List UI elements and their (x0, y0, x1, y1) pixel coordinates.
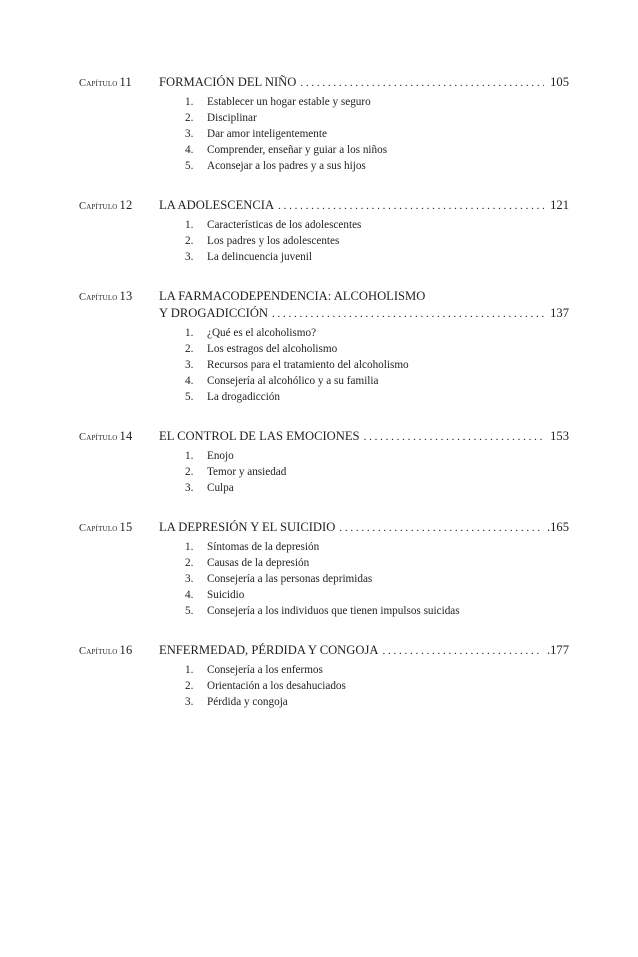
chapter-title: EL CONTROL DE LAS EMOCIONES (159, 429, 360, 443)
chapter-number: 14 (119, 429, 133, 443)
list-item (185, 389, 569, 405)
section-list (159, 217, 569, 265)
item-number: 2. (185, 235, 194, 247)
chapter-entry (79, 288, 569, 405)
list-item (185, 110, 569, 126)
item-text: Los padres y los adolescentes (207, 235, 340, 247)
list-item (185, 217, 569, 233)
list-item (185, 233, 569, 249)
list-item (185, 662, 569, 678)
chapter-label (79, 198, 157, 213)
page-number: 105 (550, 75, 569, 89)
item-text: Causas de la depresión (207, 557, 310, 569)
chapter-title: FORMACIÓN DEL NIÑO (159, 75, 297, 89)
item-number: 3. (185, 251, 194, 263)
chapter-body (159, 642, 569, 710)
chapter-word: Capítulo (79, 292, 118, 303)
page-number: .165 (546, 520, 569, 534)
item-text: Temor y ansiedad (207, 466, 287, 478)
dot-leader (339, 520, 541, 537)
item-text: Suicidio (207, 589, 245, 601)
chapter-entry (79, 428, 569, 496)
item-text: Consejería al alcohólico y a su familia (207, 375, 379, 387)
item-number: 1. (185, 96, 194, 108)
item-number: 4. (185, 589, 194, 601)
section-list (159, 539, 569, 619)
chapter-number: 13 (119, 289, 133, 303)
item-text: ¿Qué es el alcoholismo? (207, 327, 317, 339)
item-text: Consejería a los enfermos (207, 664, 323, 676)
list-item (185, 158, 569, 174)
chapter-title: LA DEPRESIÓN Y EL SUICIDIO (159, 520, 336, 534)
chapter-number: 16 (119, 643, 133, 657)
chapter-body (159, 428, 569, 496)
list-item (185, 142, 569, 158)
item-text: Características de los adolescentes (207, 219, 362, 231)
chapter-label (79, 289, 157, 304)
item-text: Consejería a las personas deprimidas (207, 573, 373, 585)
list-item (185, 694, 569, 710)
chapter-number: 11 (119, 75, 132, 89)
dot-leader (364, 429, 545, 446)
item-number: 3. (185, 573, 194, 585)
list-item (185, 480, 569, 496)
item-number: 1. (185, 450, 194, 462)
chapter-title-row (159, 428, 569, 446)
chapter-entry (79, 197, 569, 265)
chapter-entry (79, 74, 569, 174)
item-number: 5. (185, 605, 194, 617)
item-text: La delincuencia juvenil (207, 251, 312, 263)
chapter-title-row (159, 519, 569, 537)
list-item (185, 325, 569, 341)
item-text: Orientación a los desahuciados (207, 680, 346, 692)
list-item (185, 126, 569, 142)
page-number: .177 (546, 643, 569, 657)
item-number: 1. (185, 541, 194, 553)
list-item (185, 341, 569, 357)
dot-leader (382, 643, 540, 660)
chapter-label (79, 520, 157, 535)
list-item (185, 94, 569, 110)
chapter-label (79, 643, 157, 658)
chapter-label (79, 429, 157, 444)
chapter-word: Capítulo (79, 201, 118, 212)
chapter-title: LA ADOLESCENCIA (159, 198, 275, 212)
list-item (185, 448, 569, 464)
chapter-title: Y DROGADICCIÓN (159, 306, 269, 320)
chapter-word: Capítulo (79, 78, 118, 89)
item-number: 4. (185, 144, 194, 156)
item-number: 1. (185, 327, 194, 339)
page-number: 137 (550, 306, 569, 320)
item-number: 1. (185, 219, 194, 231)
list-item (185, 373, 569, 389)
item-text: Establecer un hogar estable y seguro (207, 96, 371, 108)
item-text: Disciplinar (207, 112, 257, 124)
chapter-title-row (159, 305, 569, 323)
item-text: Aconsejar a los padres y a sus hijos (207, 160, 366, 172)
item-number: 3. (185, 482, 194, 494)
list-item (185, 357, 569, 373)
page-number: 153 (550, 429, 569, 443)
item-text: Comprender, enseñar y guiar a los niños (207, 144, 388, 156)
dot-leader (300, 75, 544, 92)
chapter-title-row (159, 642, 569, 660)
chapter-body (159, 197, 569, 265)
list-item (185, 571, 569, 587)
chapter-body (159, 74, 569, 174)
item-number: 3. (185, 359, 194, 371)
table-of-contents (79, 74, 569, 733)
item-number: 2. (185, 343, 194, 355)
chapter-body (159, 519, 569, 619)
item-number: 4. (185, 375, 194, 387)
item-text: Dar amor inteligentemente (207, 128, 327, 140)
chapter-number: 12 (119, 198, 133, 212)
list-item (185, 249, 569, 265)
list-item (185, 587, 569, 603)
item-text: Los estragos del alcoholismo (207, 343, 338, 355)
list-item (185, 678, 569, 694)
item-text: Pérdida y congoja (207, 696, 288, 708)
item-number: 2. (185, 466, 194, 478)
chapter-entry (79, 519, 569, 619)
item-text: Síntomas de la depresión (207, 541, 320, 553)
chapter-word: Capítulo (79, 646, 118, 657)
chapter-title-row (159, 74, 569, 92)
item-text: Recursos para el tratamiento del alcoholismo (207, 359, 409, 371)
list-item (185, 603, 569, 619)
chapter-word: Capítulo (79, 523, 118, 534)
section-list (159, 448, 569, 496)
section-list (159, 325, 569, 405)
chapter-title-line1: LA FARMACODEPENDENCIA: ALCOHOLISMO (159, 289, 426, 303)
dot-leader (278, 198, 544, 215)
item-number: 3. (185, 696, 194, 708)
item-number: 2. (185, 680, 194, 692)
item-number: 1. (185, 664, 194, 676)
section-list (159, 662, 569, 710)
item-number: 2. (185, 112, 194, 124)
list-item (185, 555, 569, 571)
list-item (185, 539, 569, 555)
item-text: Enojo (207, 450, 234, 462)
dot-leader (272, 306, 544, 323)
item-text: La drogadicción (207, 391, 280, 403)
chapter-body (159, 288, 569, 405)
section-list (159, 94, 569, 174)
chapter-title: ENFERMEDAD, PÉRDIDA Y CONGOJA (159, 643, 379, 657)
item-number: 5. (185, 160, 194, 172)
chapter-label (79, 75, 157, 90)
chapter-entry (79, 642, 569, 710)
page-number: 121 (550, 198, 569, 212)
item-number: 3. (185, 128, 194, 140)
chapter-number: 15 (119, 520, 133, 534)
item-number: 5. (185, 391, 194, 403)
item-text: Consejería a los individuos que tienen impulsos suicidas (207, 605, 460, 617)
chapter-title-row (159, 197, 569, 215)
chapter-word: Capítulo (79, 432, 118, 443)
list-item (185, 464, 569, 480)
item-text: Culpa (207, 482, 234, 494)
item-number: 2. (185, 557, 194, 569)
